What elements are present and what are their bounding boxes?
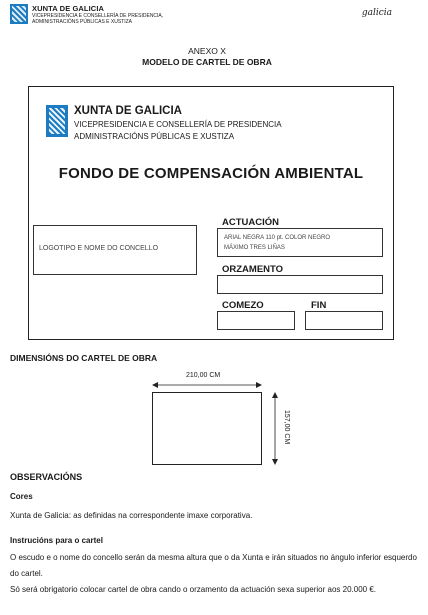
sign-title: FONDO DE COMPENSACIÓN AMBIENTAL <box>58 165 364 182</box>
sign-org-name: XUNTA DE GALICIA <box>74 105 182 117</box>
header-org-name: XUNTA DE GALICIA <box>32 4 105 13</box>
orzamento-label: ORZAMENTO <box>222 264 284 275</box>
cores-title: Cores <box>10 492 33 501</box>
header-org-line2: ADMINISTRACIÓNS PÚBLICAS E XUSTIZA <box>32 19 133 25</box>
actuacion-line2: MÁXIMO TRES LIÑAS <box>224 245 285 251</box>
observations-title: OBSERVACIÓNS <box>10 472 83 482</box>
galicia-shield-icon <box>10 4 28 24</box>
cores-text: Xunta de Galicia: as definidas na correspondente imaxe corporativa. <box>10 511 253 520</box>
annex-title: MODELO DE CARTEL DE OBRA <box>142 57 272 67</box>
dimensions-title: DIMENSIÓNS DO CARTEL DE OBRA <box>10 353 158 363</box>
height-dimension-label: 157,00 CM <box>283 410 290 445</box>
fin-box <box>305 311 383 330</box>
instructions-text-2: Só será obrigatorio colocar cartel de obra cando o orzamento da actuación sexa superior aos 20.000 €. <box>10 585 376 594</box>
galicia-shield-icon <box>46 105 68 137</box>
sign-xunta-logo <box>46 105 282 141</box>
instructions-text-1: O escudo e o nome do concello serán da mesma altura que o da Xunta e irán situados no ángulo inferior esquerdo do cartel. <box>10 553 417 578</box>
comezo-box <box>217 311 295 330</box>
sign-frame <box>28 86 394 340</box>
sign-org-line1: VICEPRESIDENCIA E CONSELLERÍA DE PRESIDENCIA <box>74 120 282 129</box>
galicia-brand-logo: galicia <box>361 8 392 18</box>
height-arrow-icon <box>270 392 280 465</box>
annex-number: ANEXO X <box>188 46 226 56</box>
actuacion-line1: ARIAL NEGRA 110 pt. COLOR NEGRO <box>224 235 331 241</box>
fin-label: FIN <box>311 300 327 311</box>
instructions-title: Instrucións para o cartel <box>10 536 103 545</box>
orzamento-box <box>217 275 383 294</box>
comezo-label: COMEZO <box>222 300 264 311</box>
width-arrow-icon <box>152 380 262 390</box>
width-dimension-label: 210,00 CM <box>186 372 221 379</box>
municipality-logo-box <box>33 225 197 275</box>
actuacion-label: ACTUACIÓN <box>222 217 279 228</box>
sign-org-line2: ADMINISTRACIÓNS PÚBLICAS E XUSTIZA <box>74 132 235 141</box>
municipality-logo-text: LOGOTIPO E NOME DO CONCELLO <box>39 245 159 252</box>
actuacion-box <box>217 228 383 257</box>
xunta-header-logo <box>10 4 163 25</box>
header-org-line1: VICEPRESIDENCIA E CONSELLERÍA DE PRESIDENCIA, <box>32 13 164 19</box>
sign-dimension-rectangle <box>152 392 262 465</box>
